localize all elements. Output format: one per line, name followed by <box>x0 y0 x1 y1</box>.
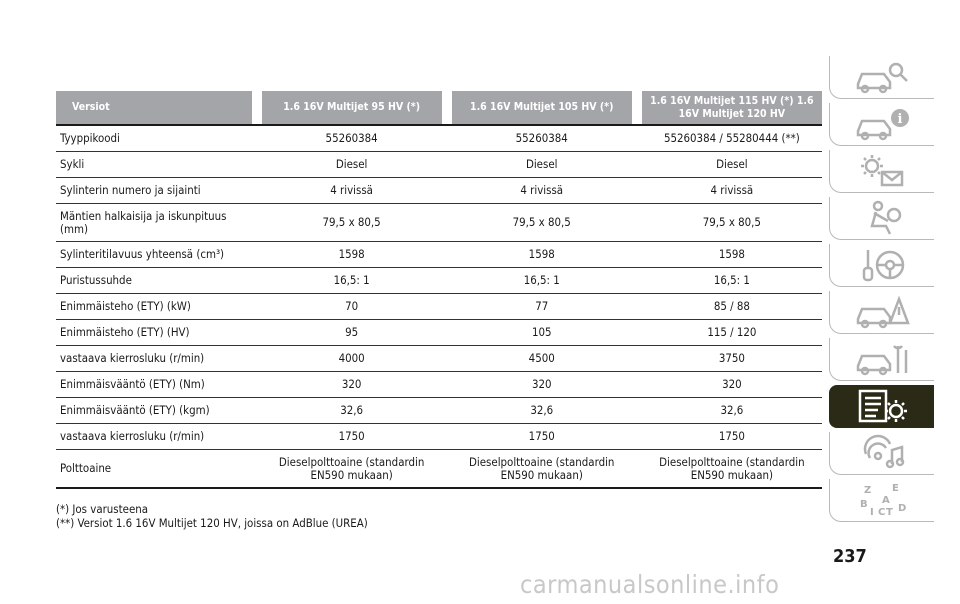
cell-value: Dieselpolttoaine (standardin EN590 mukaan) <box>642 450 822 489</box>
cell-value: 16,5: 1 <box>452 268 632 294</box>
cell-value: 320 <box>452 372 632 398</box>
car-warning-triangle-icon <box>852 293 912 331</box>
table-row <box>56 398 822 424</box>
chapter-tabs <box>829 56 935 526</box>
table-row <box>56 372 822 398</box>
table-row <box>56 450 822 489</box>
car-wrench-icon <box>852 340 912 378</box>
tab-emergency[interactable] <box>829 291 934 334</box>
cell-value: 1750 <box>262 424 442 450</box>
cell-value: 79,5 x 80,5 <box>452 204 632 242</box>
multimedia-music-icon <box>852 434 912 472</box>
row-label: vastaava kierrosluku (r/min) <box>56 346 252 372</box>
cell-value: 55260384 <box>262 125 442 152</box>
table-row <box>56 204 822 242</box>
svg-text:T: T <box>886 507 893 518</box>
cell-value: 4 rivissä <box>642 178 822 204</box>
header-version-115-120: 1.6 16V Multijet 115 HV (*) 1.6 16V Multijet 120 HV <box>642 91 822 125</box>
car-search-icon <box>852 58 912 96</box>
cell-value: 95 <box>262 320 442 346</box>
cell-value: Diesel <box>642 152 822 178</box>
tab-multimedia[interactable] <box>829 432 934 475</box>
cell-value: 70 <box>262 294 442 320</box>
tab-safety[interactable] <box>829 197 934 240</box>
row-label: Enimmäisteho (ETY) (HV) <box>56 320 252 346</box>
table-row <box>56 346 822 372</box>
cell-value: Diesel <box>262 152 442 178</box>
cell-value: Dieselpolttoaine (standardin EN590 mukaan) <box>262 450 442 489</box>
alphabet-index-icon <box>852 481 912 519</box>
table-row <box>56 125 822 152</box>
header-version-105: 1.6 16V Multijet 105 HV (*) <box>452 91 632 125</box>
page-number: 237 <box>833 546 867 567</box>
cell-value: 1598 <box>452 242 632 268</box>
row-label: Mäntien halkaisija ja iskunpituus (mm) <box>56 204 252 242</box>
table-row <box>56 242 822 268</box>
cell-value: Dieselpolttoaine (standardin EN590 mukaan) <box>452 450 632 489</box>
svg-text:i: i <box>897 112 903 127</box>
seat-airbag-icon <box>852 199 912 237</box>
table-row <box>56 152 822 178</box>
cell-value: 1598 <box>262 242 442 268</box>
cell-value: Diesel <box>452 152 632 178</box>
table-row <box>56 294 822 320</box>
cell-value: 1598 <box>642 242 822 268</box>
row-label: vastaava kierrosluku (r/min) <box>56 424 252 450</box>
cell-value: 3750 <box>642 346 822 372</box>
cell-value: 105 <box>452 320 632 346</box>
cell-value: 1750 <box>642 424 822 450</box>
cell-value: 32,6 <box>262 398 442 424</box>
cell-value: 16,5: 1 <box>262 268 442 294</box>
header-versions: Versiot <box>56 91 252 125</box>
svg-text:D: D <box>898 503 907 514</box>
cell-value: 1750 <box>452 424 632 450</box>
row-label: Sylinterin numero ja sijainti <box>56 178 252 204</box>
table-row <box>56 268 822 294</box>
row-label: Sykli <box>56 152 252 178</box>
cell-value: 4 rivissä <box>262 178 442 204</box>
cell-value: 115 / 120 <box>642 320 822 346</box>
cell-value: 320 <box>262 372 442 398</box>
row-label: Tyyppikoodi <box>56 125 252 152</box>
cell-value: 55260384 / 55280444 (**) <box>642 125 822 152</box>
table-row <box>56 178 822 204</box>
svg-text:A: A <box>882 495 890 506</box>
cell-value: 4 rivissä <box>452 178 632 204</box>
table-header-row <box>56 91 822 125</box>
tab-instrument-panel[interactable] <box>829 103 934 146</box>
row-label: Enimmäisvääntö (ETY) (kgm) <box>56 398 252 424</box>
key-steering-wheel-icon <box>852 246 912 284</box>
footnotes <box>56 502 368 530</box>
tab-starting-driving[interactable] <box>829 244 934 287</box>
cell-value: 32,6 <box>642 398 822 424</box>
cell-value: 320 <box>642 372 822 398</box>
cell-value: 77 <box>452 294 632 320</box>
tab-technical-specifications[interactable] <box>829 385 934 428</box>
tab-servicing[interactable] <box>829 338 934 381</box>
cell-value: 55260384 <box>452 125 632 152</box>
specs-table <box>56 91 822 489</box>
svg-text:B: B <box>860 499 868 510</box>
cell-value: 4000 <box>262 346 442 372</box>
watermark: carmanualsonline.info <box>520 570 780 599</box>
footnote-optional: (*) Jos varusteena <box>56 502 149 516</box>
cell-value: 79,5 x 80,5 <box>262 204 442 242</box>
specs-gear-icon <box>852 387 912 425</box>
svg-text:Z: Z <box>864 485 872 496</box>
tab-getting-to-know[interactable] <box>829 56 934 99</box>
table-row <box>56 424 822 450</box>
header-version-95: 1.6 16V Multijet 95 HV (*) <box>262 91 442 125</box>
tab-warning-lights[interactable] <box>829 150 934 193</box>
table-row <box>56 320 822 346</box>
row-label: Polttoaine <box>56 450 252 489</box>
row-label: Enimmäisvääntö (ETY) (Nm) <box>56 372 252 398</box>
cell-value: 4500 <box>452 346 632 372</box>
cell-value: 16,5: 1 <box>642 268 822 294</box>
cell-value: 79,5 x 80,5 <box>642 204 822 242</box>
cell-value: 32,6 <box>452 398 632 424</box>
svg-text:E: E <box>892 483 899 494</box>
svg-text:C: C <box>878 507 886 518</box>
tab-index[interactable] <box>829 479 934 522</box>
cell-value: 85 / 88 <box>642 294 822 320</box>
svg-text:I: I <box>870 507 874 518</box>
footnote-adblue: (**) Versiot 1.6 16V Multijet 120 HV, joissa on AdBlue (UREA) <box>56 516 368 530</box>
warning-light-message-icon <box>852 152 912 190</box>
row-label: Enimmäisteho (ETY) (kW) <box>56 294 252 320</box>
row-label: Puristussuhde <box>56 268 252 294</box>
car-info-icon <box>852 105 912 143</box>
row-label: Sylinteritilavuus yhteensä (cm³) <box>56 242 252 268</box>
